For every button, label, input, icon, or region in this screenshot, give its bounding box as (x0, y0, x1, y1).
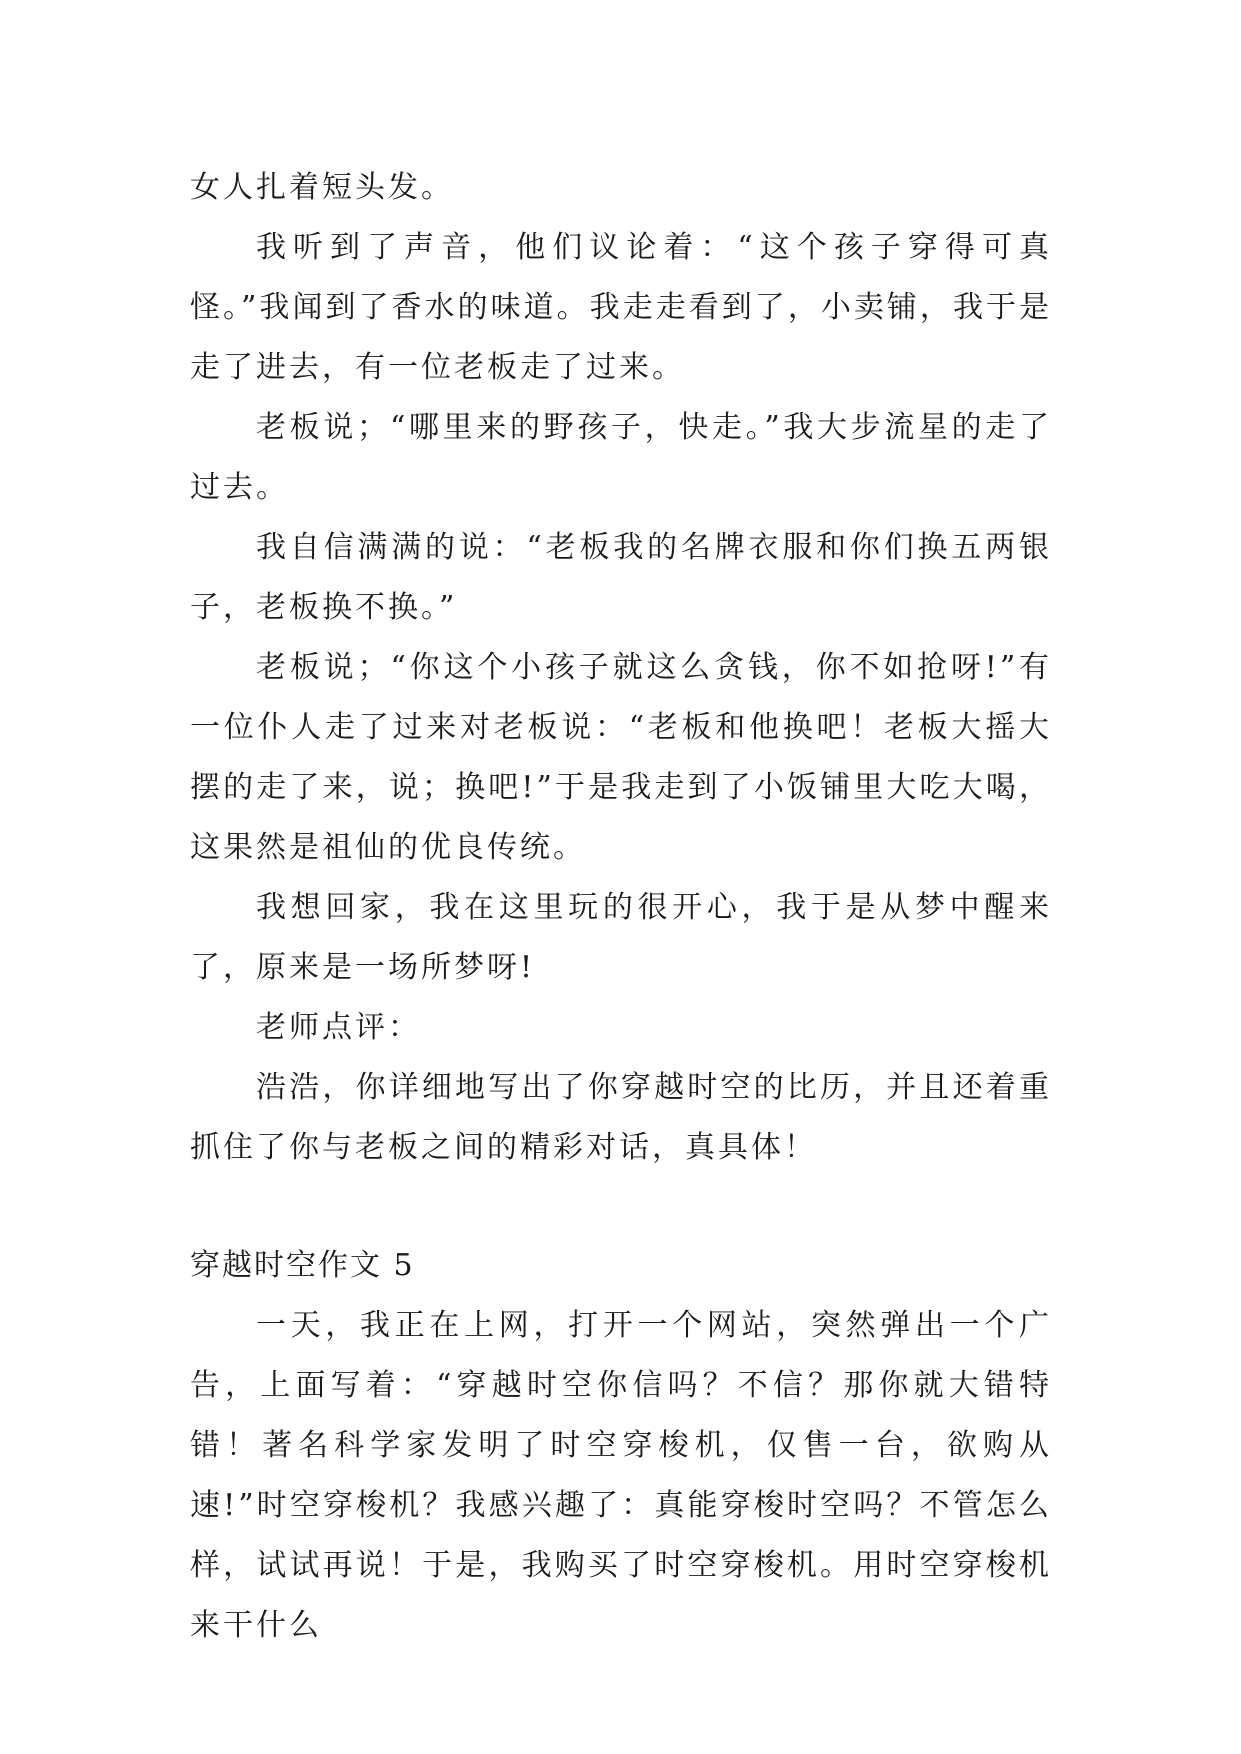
paragraph-6: 我想回家，我在这里玩的很开心，我于是从梦中醒来了，原来是一场所梦呀! (190, 890, 1052, 985)
section-spacer (190, 1178, 1052, 1236)
paragraph-4: 我自信满满的说：“老板我的名牌衣服和你们换五两银子，老板换不换。” (190, 530, 1052, 625)
paragraph-section5-1: 一天，我正在上网，打开一个网站，突然弹出一个广告，上面写着：“穿越时空你信吗？不信？那你就大错特错！著名科学家发明了时空穿梭机，仅售一台，欲购从速!”时空穿梭机？我感兴趣了：真能穿梭时空吗？不管怎么样，试试再说！于是，我购买了时空穿梭机。用时空穿梭机来干什么 (190, 1308, 1052, 1643)
teacher-comment: 浩浩，你详细地写出了你穿越时空的比历，并且还着重抓住了你与老板之间的精彩对话，真具体！ (190, 1070, 1052, 1165)
paragraph-1: 女人扎着短头发。 (190, 170, 454, 205)
paragraph-2: 我听到了声音，他们议论着：“这个孩子穿得可真怪。”我闻到了香水的味道。我走走看到了，小卖铺，我于是走了进去，有一位老板走了过来。 (190, 230, 1052, 385)
paragraph-5: 老板说；“你这个小孩子就这么贪钱，你不如抢呀!”有一位仆人走了过来对老板说：“老板和他换吧！老板大摇大摆的走了来，说；换吧!”于是我走到了小饭铺里大吃大喝，这果然是祖仙的优良传统。 (190, 650, 1052, 865)
section-title: 穿越时空作文 5 (190, 1248, 415, 1283)
paragraph-3: 老板说；“哪里来的野孩子，快走。”我大步流星的走了过去。 (190, 410, 1052, 505)
document-body (190, 158, 1052, 1656)
teacher-comment-label: 老师点评： (256, 1010, 421, 1045)
